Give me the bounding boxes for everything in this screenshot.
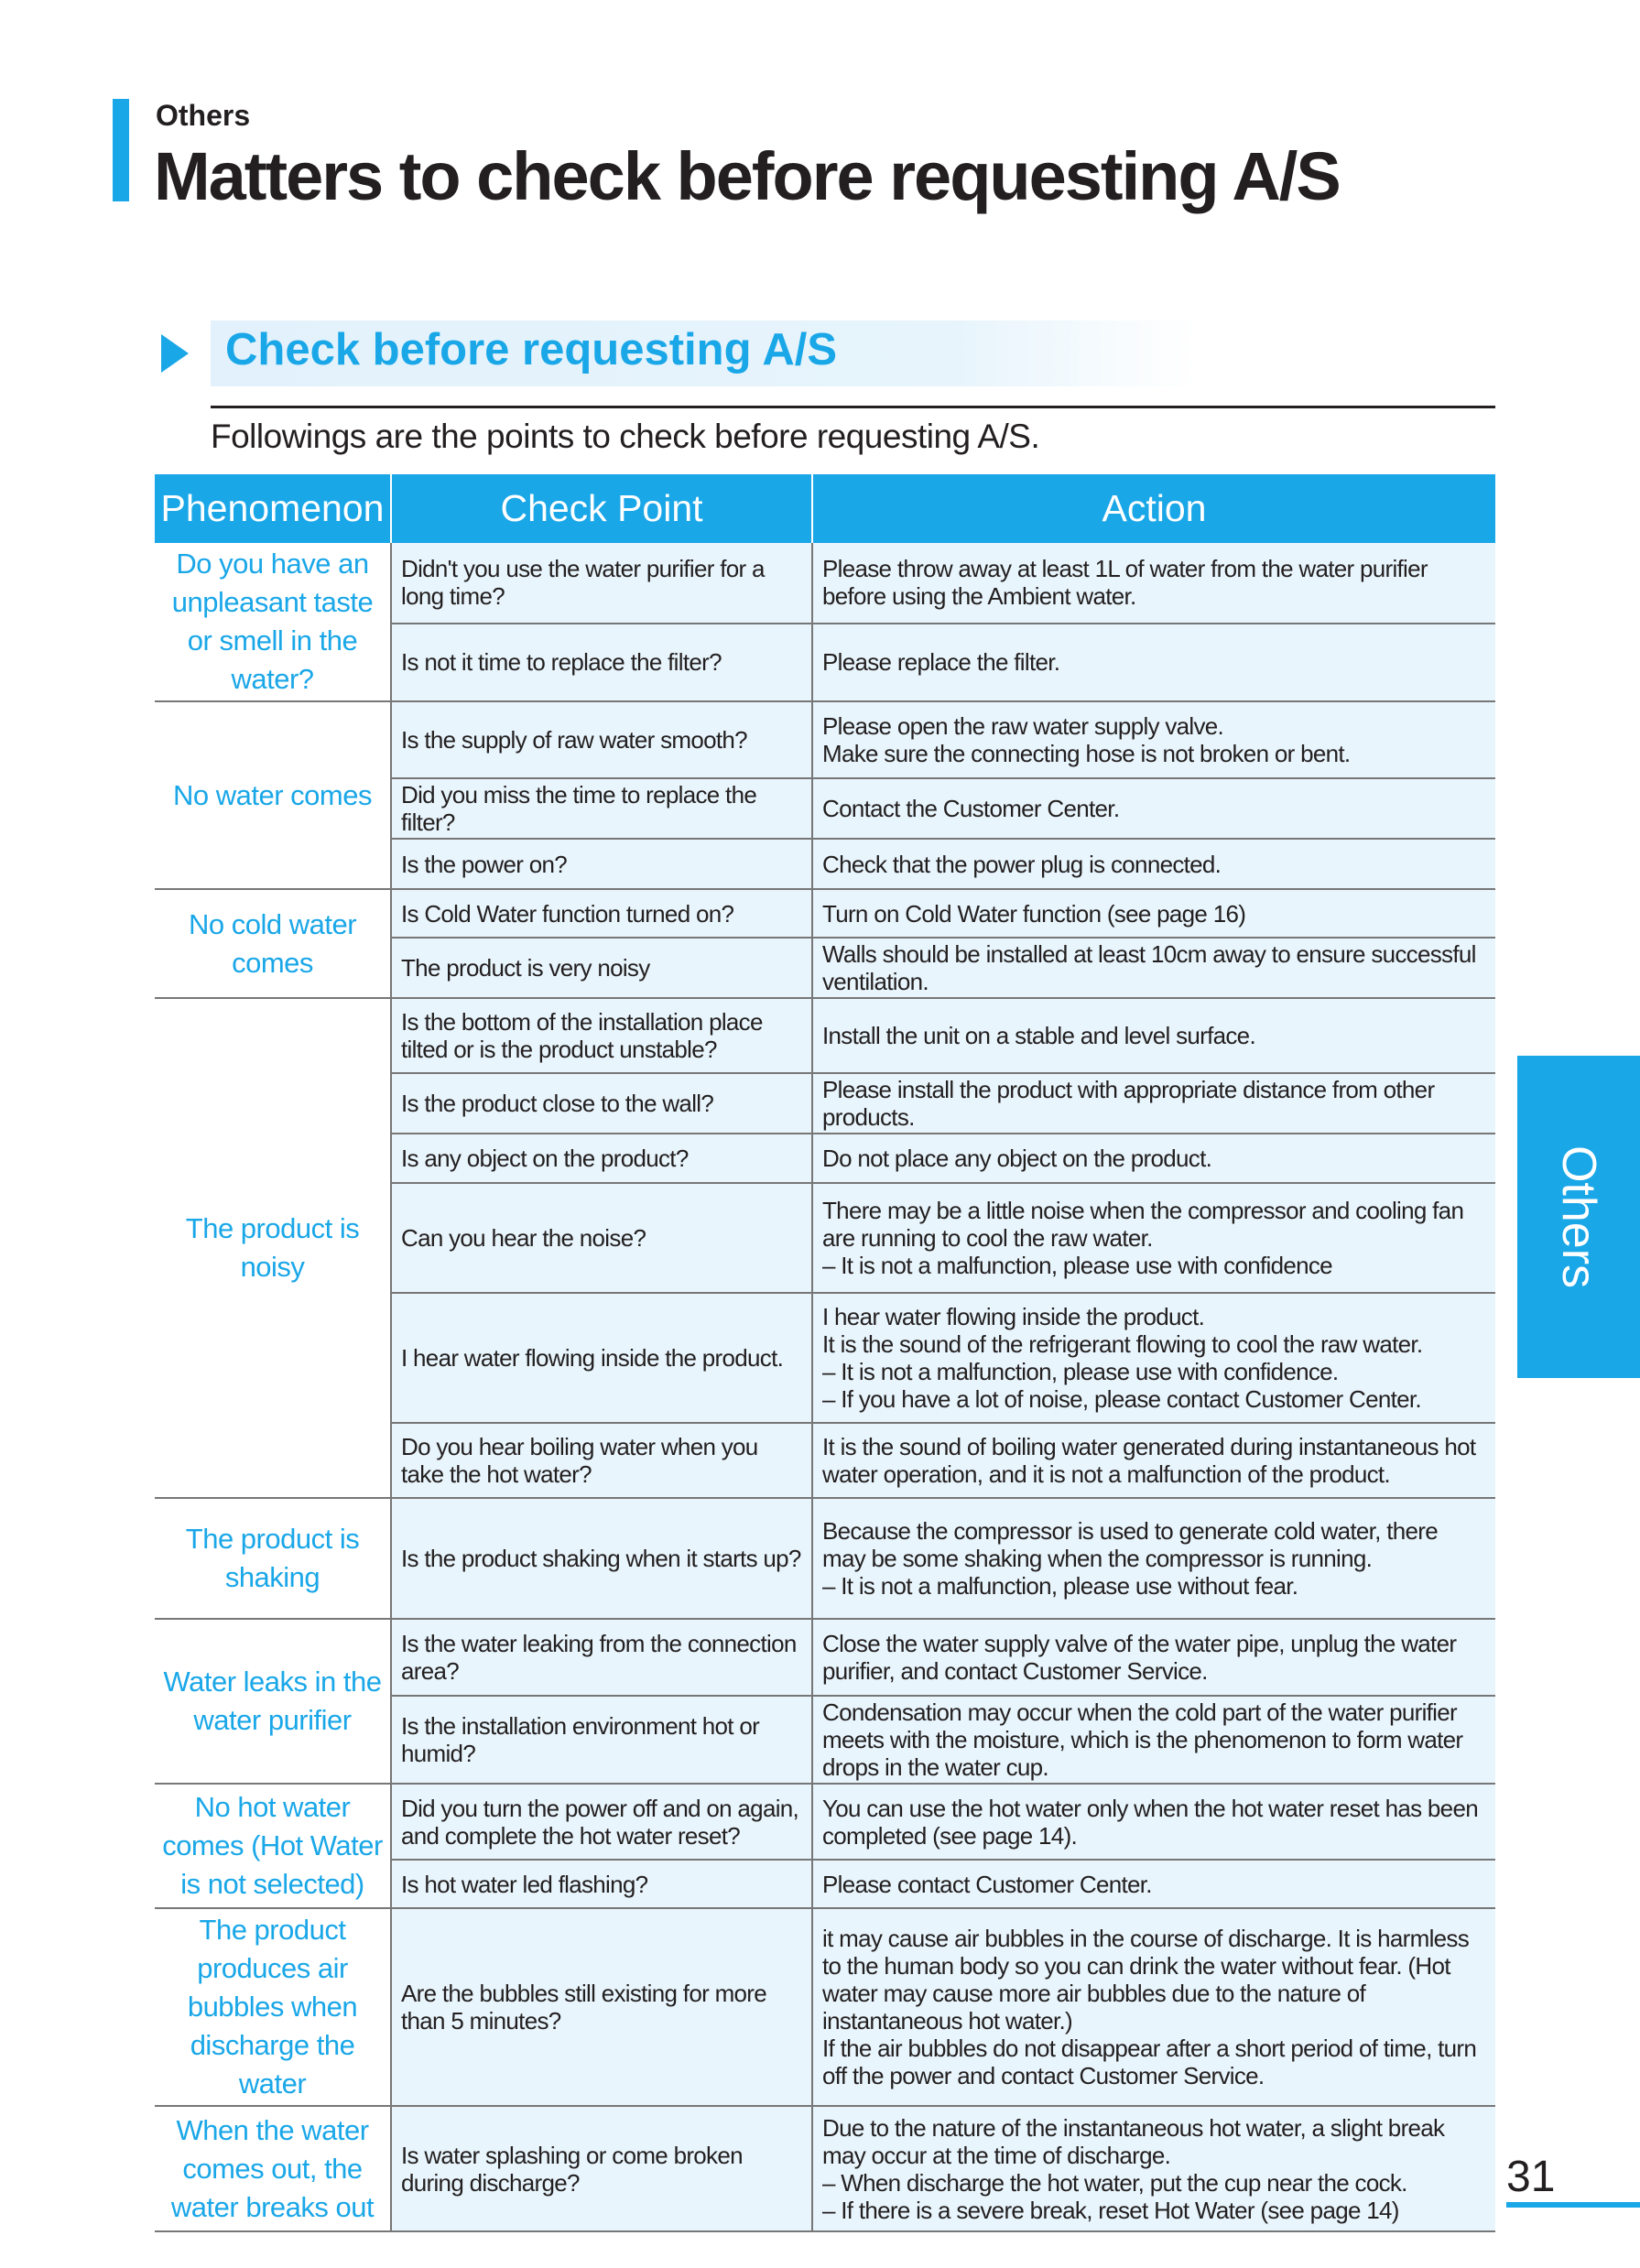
page-title: Matters to check before requesting A/S <box>154 138 1340 214</box>
check-point-cell: Did you turn the power off and on again, and complete the hot water reset? <box>391 1784 812 1860</box>
action-line: I hear water flowing inside the product. <box>822 1303 1205 1330</box>
check-point-cell: Is the product close to the wall? <box>391 1073 812 1134</box>
action-cell <box>812 1908 1495 2106</box>
check-point-cell: Do you hear boiling water when you take the hot water? <box>391 1423 812 1498</box>
phenomenon-cell: The product is shaking <box>155 1498 391 1619</box>
action-cell <box>812 1073 1495 1134</box>
table-row <box>155 2106 1495 2231</box>
side-section-tab <box>1517 1056 1640 1378</box>
action-cell <box>812 624 1495 701</box>
check-point-cell: Is the installation environment hot or humid? <box>391 1696 812 1784</box>
table-header-row <box>155 474 1495 543</box>
section-label: Others <box>156 99 251 132</box>
phenomenon-cell: Water leaks in the water purifier <box>155 1619 391 1784</box>
phenomenon-cell: The product produces air bubbles when discharge the water <box>155 1908 391 2106</box>
action-line: Please throw away at least 1L of water from the water purifier before using the Ambient water. <box>822 555 1428 611</box>
action-cell <box>812 889 1495 938</box>
action-line: Please open the raw water supply valve. <box>822 712 1224 740</box>
action-line: There may be a little noise when the compressor and cooling fan are running to cool the raw water. <box>822 1197 1464 1252</box>
check-point-cell: Is the product shaking when it starts up? <box>391 1498 812 1619</box>
phenomenon-cell: Do you have an unpleasant taste or smell in the water? <box>155 543 391 701</box>
phenomenon-cell: No hot water comes (Hot Water is not selected) <box>155 1784 391 1908</box>
action-cell <box>812 778 1495 839</box>
table-row <box>155 998 1495 1073</box>
action-line: – It is not a malfunction, please use without fear. <box>822 1572 1298 1600</box>
action-line: Because the compressor is used to generate cold water, there may be some shaking when the compressor is running. <box>822 1517 1438 1572</box>
subheading-text: Check before requesting A/S <box>225 325 838 374</box>
table-row <box>155 1619 1495 1696</box>
action-line: Install the unit on a stable and level surface. <box>822 1022 1255 1049</box>
action-cell <box>812 1293 1495 1423</box>
action-cell <box>812 2106 1495 2231</box>
action-line: – It is not a malfunction, please use with confidence <box>822 1252 1332 1279</box>
action-line: It is the sound of boiling water generated during instantaneous hot water operation, and it is not a malfunction of the product. <box>822 1433 1476 1488</box>
intro-text: Followings are the points to check before requesting A/S. <box>211 418 1040 455</box>
check-point-cell: The product is very noisy <box>391 938 812 998</box>
check-point-cell: Is hot water led flashing? <box>391 1860 812 1908</box>
action-line: Please install the product with appropriate distance from other products. <box>822 1076 1435 1131</box>
action-line: – If there is a severe break, reset Hot Water (see page 14) <box>822 2196 1399 2224</box>
table-row <box>155 1908 1495 2106</box>
check-point-cell: Is any object on the product? <box>391 1134 812 1183</box>
action-line: You can use the hot water only when the hot water reset has been completed (see page 14). <box>822 1794 1478 1850</box>
side-tab-label: Others <box>1552 1145 1605 1289</box>
as-check-table <box>155 474 1495 2232</box>
action-cell <box>812 543 1495 624</box>
check-point-cell: Can you hear the noise? <box>391 1183 812 1293</box>
check-point-cell: Didn't you use the water purifier for a long time? <box>391 543 812 624</box>
check-point-cell: Is not it time to replace the filter? <box>391 624 812 701</box>
check-point-cell: Is the bottom of the installation place tilted or is the product unstable? <box>391 998 812 1073</box>
action-line: – It is not a malfunction, please use with confidence. <box>822 1358 1339 1385</box>
check-point-cell: Is Cold Water function turned on? <box>391 889 812 938</box>
action-line: – If you have a lot of noise, please contact Customer Center. <box>822 1385 1421 1413</box>
action-line: Contact the Customer Center. <box>822 795 1120 822</box>
column-header-phenomenon: Phenomenon <box>155 474 391 543</box>
action-cell <box>812 998 1495 1073</box>
action-cell <box>812 839 1495 889</box>
check-point-cell: Is the supply of raw water smooth? <box>391 701 812 778</box>
table-body <box>155 543 1495 2231</box>
action-line: Turn on Cold Water function (see page 16) <box>822 899 1246 928</box>
check-point-cell: Are the bubbles still existing for more than 5 minutes? <box>391 1908 812 2106</box>
phenomenon-cell: No cold water comes <box>155 889 391 998</box>
column-header-action: Action <box>812 474 1495 543</box>
check-point-cell: Did you miss the time to replace the filter? <box>391 778 812 839</box>
action-cell <box>812 938 1495 998</box>
check-point-cell: Is the power on? <box>391 839 812 889</box>
action-line: Condensation may occur when the cold part of the water purifier meets with the moisture, which is the phenomenon to form water drops in the water cup. <box>822 1698 1463 1781</box>
action-cell <box>812 1860 1495 1908</box>
table-row <box>155 1784 1495 1860</box>
check-point-cell: I hear water flowing inside the product. <box>391 1293 812 1423</box>
action-line: Do not place any object on the product. <box>822 1145 1212 1172</box>
action-line: If the air bubbles do not disappear after a short period of time, turn off the power and contact Customer Service. <box>822 2035 1477 2089</box>
action-cell <box>812 1696 1495 1784</box>
action-cell <box>812 1498 1495 1619</box>
check-point-cell: Is water splashing or come broken during discharge? <box>391 2106 812 2231</box>
table-row <box>155 1498 1495 1619</box>
table-row <box>155 543 1495 624</box>
phenomenon-cell: When the water comes out, the water breaks out <box>155 2106 391 2231</box>
check-point-cell: Is the water leaking from the connection area? <box>391 1619 812 1696</box>
header-accent-bar <box>113 99 129 201</box>
action-line: Please replace the filter. <box>822 648 1060 677</box>
action-cell <box>812 1423 1495 1498</box>
action-line: Due to the nature of the instantaneous hot water, a slight break may occur at the time of discharge. <box>822 2113 1445 2169</box>
table-row <box>155 701 1495 778</box>
action-cell <box>812 701 1495 778</box>
action-cell <box>812 1784 1495 1860</box>
subheading-box <box>211 320 1198 386</box>
column-header-check-point: Check Point <box>391 474 812 543</box>
action-line: Walls should be installed at least 10cm away to ensure successful ventilation. <box>822 940 1476 995</box>
action-cell <box>812 1183 1495 1293</box>
page-number-underline <box>1506 2202 1640 2208</box>
action-line: Please contact Customer Center. <box>822 1870 1152 1898</box>
action-line: Close the water supply valve of the water pipe, unplug the water purifier, and contact Customer Service. <box>822 1630 1457 1685</box>
action-line: it may cause air bubbles in the course of discharge. It is harmless to the human body so you can drink the water without fear. (Hot water may cause more air bubbles due to the nature of instantaneous hot water.) <box>822 1925 1470 2035</box>
action-line: Check that the power plug is connected. <box>822 850 1222 878</box>
action-line: – When discharge the hot water, put the cup near the cock. <box>822 2168 1407 2197</box>
page-number: 31 <box>1506 2153 1556 2201</box>
phenomenon-cell: The product is noisy <box>155 998 391 1498</box>
table-row <box>155 889 1495 938</box>
action-line: It is the sound of the refrigerant flowing to cool the raw water. <box>822 1330 1423 1358</box>
triangle-bullet-icon <box>161 334 189 373</box>
action-cell <box>812 1134 1495 1183</box>
action-cell <box>812 1619 1495 1696</box>
subheading-rule <box>211 406 1495 408</box>
action-line: Make sure the connecting hose is not broken or bent. <box>822 740 1351 767</box>
phenomenon-cell: No water comes <box>155 701 391 889</box>
